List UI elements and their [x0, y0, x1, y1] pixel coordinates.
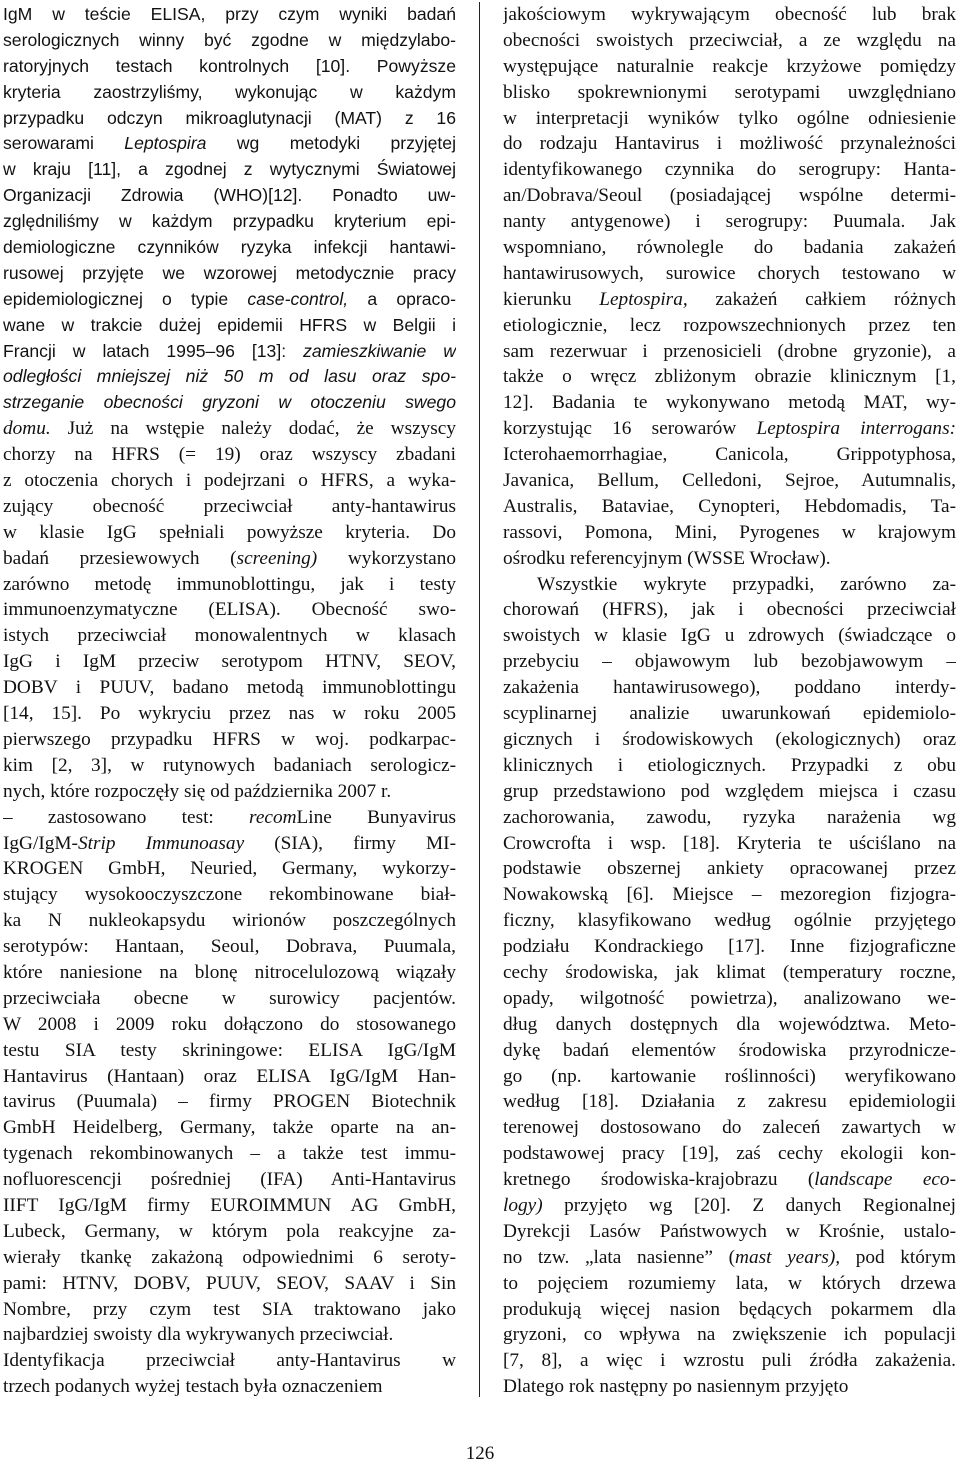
right_column-line: hantawirusowych, surowice chorych testowano w	[503, 262, 956, 284]
left_column-line: stujący wysokooczyszczone rekombinowane biał-	[3, 884, 456, 906]
right_column-line: jakościowym wykrywającym obecność lub brak	[503, 4, 956, 25]
right_column-line: Dyrekcji Lasów Państwowych w Krośnie, ustalo-	[503, 1220, 956, 1242]
right_column-line: go (np. kartowanie roślinności) weryfikowano	[503, 1065, 956, 1087]
right_column-line: opady, wilgotność powietrza), analizowano we-	[503, 987, 956, 1009]
left_column-line: które naniesione na blonę nitrocelulozową wiązały	[3, 961, 456, 983]
right_column-line: to pojęciem rozumiemy lata, w których drzewa	[503, 1272, 956, 1294]
left_column-line: serowarami Leptospira wg metodyki przyjętej	[3, 133, 456, 154]
italic-term: zamieszkiwanie w	[303, 340, 456, 361]
right_column-line: 12]. Badania te wykonywano metodą MAT, wy-	[503, 392, 956, 414]
left_column-line: serologicznych winny być zgodne w międzylabo-	[3, 29, 456, 50]
left-text-column	[3, 2, 456, 1400]
column-divider	[479, 2, 480, 1397]
right_column-line: wspomniano, równolegle do badania zakażeń	[503, 237, 956, 259]
right_column-line: etiologicznie, lecz rozpowszechnionych przez ten	[503, 314, 956, 336]
left_column-line: chorzy na HFRS (= 19) oraz wszyscy zbadani	[3, 444, 456, 466]
italic-term: mast years),	[735, 1246, 841, 1268]
left_column-line: KROGEN GmbH, Neuried, Germany, wykorzy-	[3, 858, 456, 880]
right_column-line: także o wręcz zbliżonym obrazie klinicznym [1,	[503, 366, 956, 388]
left_column-line: nofluorescencji pośredniej (IFA) Anti-Hantavirus	[3, 1169, 456, 1191]
right_column-line: kretnego środowiska-krajobrazu (landscape eco-	[503, 1169, 956, 1191]
left_column-line: wierały tkankę zakażoną odpowiednimi 6 seroty-	[3, 1246, 456, 1268]
right_column-line: logy) przyjęto wg [20]. Z danych Regionalnej	[503, 1194, 956, 1216]
right_column-line: zakażenia hantawirusowego), poddano interdy-	[503, 677, 956, 699]
right_column-line: terenowej dostosowano do zaleceń zawartych w	[503, 1117, 956, 1139]
right_column-line: do rodzaju Hantavirus i możliwość przynależności	[503, 133, 956, 155]
left_column-line: zględniliśmy w każdym przypadku kryterium epi-	[3, 211, 456, 232]
italic-term: landscape eco-	[814, 1169, 956, 1191]
right_column-line: produkują więcej nasion będących pokarmem dla	[503, 1298, 956, 1320]
left_column-line	[3, 390, 456, 416]
left_column-line: [14, 15]. Po wykryciu przez nas w roku 2005	[3, 703, 456, 725]
left_column-line: immunoenzymatyczne (ELISA). Obecność swo-	[3, 599, 456, 621]
right_column-line: dykę badań elementów środowiska przyrodnicze-	[503, 1039, 956, 1061]
right_column-line: Nowakowską [6]. Miejsce – mezoregion fizjogra-	[503, 884, 956, 906]
italic-term: logy)	[503, 1194, 543, 1216]
left_column-line: przeciwciała obecne w surowicy pacjentów.	[3, 987, 456, 1009]
left_column-line: epidemiologicznej o typie case-control, a opraco-	[3, 288, 456, 309]
left_column-line: kryteria zaostrzyliśmy, wykonując w każdym	[3, 81, 456, 102]
right_column-line: sam rezerwuar i przenosicieli (drobne gryzonie), a	[503, 340, 956, 362]
right-text-column	[503, 2, 956, 1400]
left_column-line: IgG i IgM przeciw serotypom HTNV, SEOV,	[3, 651, 456, 673]
right_column-line: nanty antygenowe) i serogrupy: Puumala. Jak	[503, 211, 956, 233]
right_column-line: no tzw. „lata nasienne” (mast years), pod którym	[503, 1246, 956, 1268]
left_column-line: Nombre, przy czym test SIA traktowano jako	[3, 1298, 456, 1320]
left_column-line: pami: HTNV, DOBV, PUUV, SEOV, SAAV i Sin	[3, 1272, 456, 1294]
left_column-line: trzech podanych wyżej testach była oznaczeniem	[3, 1376, 383, 1398]
left_column-line: przypadku odczyn mikroaglutynacji (MAT) z 16	[3, 107, 456, 128]
right_column-line: przebyciu – objawowym lub bezobjawowym –	[503, 651, 956, 673]
right_column-line: Icterohaemorrhagiae, Canicola, Grippotyphosa,	[503, 444, 956, 466]
left_column-line: Lubeck, Germany, w którym pola reakcyjne za-	[3, 1220, 456, 1242]
left_column-line: ka N nukleokapsydu wirionów poszczególnych	[3, 910, 456, 932]
left_column-line: DOBV i PUUV, badano metodą immunoblottingu	[3, 677, 456, 699]
left_column-line: rusowej przyjęte we wzorowej metodycznie pracy	[3, 262, 456, 283]
left_column-line: Francji w latach 1995–96 [13]: zamieszkiwanie w	[3, 340, 456, 361]
right_column-line: Dlatego rok następny po nasiennym przyjęto	[503, 1376, 849, 1398]
right_column-line: [7, 8], a więc i wzrostu puli źródła zakażenia.	[503, 1350, 956, 1372]
left_column-line: Hantavirus (Hantaan) oraz ELISA IgG/IgM Han-	[3, 1065, 456, 1087]
italic-term: Strip Immunoasay	[77, 832, 245, 854]
right_column-line: podstawie obszernej ankiety opracowanej przez	[503, 858, 956, 880]
left_column-line	[3, 364, 456, 390]
right_column-line: kierunku Leptospira, zakażeń całkiem różnych	[503, 288, 956, 310]
right_column-line: występujące naturalnie reakcje krzyżowe pomiędzy	[503, 55, 956, 77]
right_column-line: obecności swoistych przeciwciał, a ze względu na	[503, 29, 956, 51]
right_column-line: gryzoni, co wpływa na zwiększenie ich populacji	[503, 1324, 956, 1346]
italic-term: case-control,	[247, 288, 349, 309]
right_column-line: zachorowania, zawodu, ryzyka narażenia wg	[503, 806, 956, 828]
right_column-line: grup przedstawiono pod względem miejsca i czasu	[503, 780, 956, 802]
right_column-line: Crowcrofta i wsp. [18]. Kryteria te uściślano na	[503, 832, 956, 854]
italic-term: Leptospira interrogans:	[756, 418, 956, 440]
left_column-line: tygenach rekombinowanych – a także test immu-	[3, 1143, 456, 1165]
right_column-line: podstawowej pracy [19], zaś cechy ekologii kon-	[503, 1143, 956, 1165]
left_column-line: z otoczenia chorych i podejrzani o HFRS, a wyka-	[3, 470, 456, 492]
italic-term: domu.	[3, 418, 51, 440]
left_column-line: Organizacji Zdrowia (WHO)[12]. Ponadto uw-	[3, 185, 456, 206]
left_column-line: zarówno metodę immunoblottingu, jak i testy	[3, 573, 456, 595]
page-number: 126	[465, 1443, 495, 1464]
right_column-line: identyfikowanego czynnika do serogrupy: Hanta-	[503, 159, 956, 181]
left_column-line: nych, które rozpoczęły się od października 2007 r.	[3, 780, 392, 802]
left_column-line: w klasie IgG spełniali powyższe kryteria. Do	[3, 521, 456, 543]
left_column-line: GmbH Heidelberg, Germany, także oparte na an-	[3, 1117, 456, 1139]
right_column-line: an/Dobrava/Seoul (posiadającej wspólne determi-	[503, 185, 956, 207]
left_column-line: serotypów: Hantaan, Seoul, Dobrava, Puumala,	[3, 936, 456, 958]
left_column-line: w kraju [11], a zgodnej z wytycznymi Światowej	[3, 159, 456, 180]
left_column-line: testu SIA testy skriningowe: ELISA IgG/IgM	[3, 1039, 456, 1061]
left_column-line: – zastosowano test: recomLine Bunyavirus	[3, 806, 456, 828]
italic-term: screening)	[236, 547, 318, 569]
left_column-line: Identyfikacja przeciwciał anty-Hantavirus w	[3, 1350, 456, 1372]
right_column-line: Australis, Bataviae, Cynopteri, Hebdomadis, Ta-	[503, 495, 956, 517]
right_column-line: według [18]. Działania z zakresu epidemiologii	[503, 1091, 956, 1113]
left_column-line: badań przesiewowych (screening) wykorzystano	[3, 547, 456, 569]
left_column-line: IIFT IgG/IgM firmy EUROIMMUN AG GmbH,	[3, 1194, 456, 1216]
left_column-line: tavirus (Puumala) – firmy PROGEN Biotechnik	[3, 1091, 456, 1113]
italic-term: odległości mniejszej niż 50 m od lasu oraz spo-	[3, 366, 456, 387]
right_column-line: korzystując 16 serowarów Leptospira interrogans:	[503, 418, 956, 440]
right_column-line: blisko spokrewnionymi serotypami uwzględniano	[503, 81, 956, 103]
left_column-line: IgM w teście ELISA, przy czym wyniki badań	[3, 4, 456, 24]
right_column-line: gicznych i środowiskowych (ekologicznych) oraz	[503, 728, 956, 750]
right_column-line: ośrodku referencyjnym (WSSE Wrocław).	[503, 547, 831, 569]
left_column-line: IgG/IgM-Strip Immunoasay (SIA), firmy MI-	[3, 832, 456, 854]
italic-term: strzeganie obecności gryzoni w otoczeniu swego	[3, 392, 456, 413]
right_column-line: Javanica, Bellum, Celledoni, Sejroe, Autumnalis,	[503, 470, 956, 492]
right_column-line: cechy środowiska, jak klimat (temperatury roczne,	[503, 961, 956, 983]
right_column-line: ficzny, klasyfikowano według ogólnie przyjętego	[503, 910, 956, 932]
right_column-line: dług danych dostępnych dla województwa. Meto-	[503, 1013, 956, 1035]
right_column-line: chorowań (HFRS), jak i obecności przeciwciał	[503, 599, 956, 621]
right_column-line: podziału Kondrackiego [17]. Inne fizjograficzne	[503, 936, 956, 958]
italic-term: recom	[249, 806, 297, 828]
left_column-line: istych przeciwciał monowalentnych w klasach	[3, 625, 456, 647]
left_column-line: W 2008 i 2009 roku dołączono do stosowanego	[3, 1013, 456, 1035]
left_column-line: wane w trakcie dużej epidemii HFRS w Belgii i	[3, 314, 456, 335]
left_column-line: kim [2, 3], w rutynowych badaniach serologicz-	[3, 754, 456, 776]
italic-term: Leptospira	[124, 133, 207, 154]
right_column-line: swoistych w klasie IgG u zdrowych (świadczące o	[503, 625, 956, 647]
left_column-line: najbardziej swoisty dla wykrywanych przeciwciał.	[3, 1324, 394, 1346]
right_column-line: klinicznych i etiologicznych. Przypadki z obu	[503, 754, 956, 776]
left_column-line: demiologiczne czynników ryzyka infekcji hantawi-	[3, 237, 456, 258]
left_column-line: domu. Już na wstępie należy dodać, że wszyscy	[3, 418, 456, 440]
right_column-line: w interpretacji wyników tylko ogólne odniesienie	[503, 107, 956, 129]
right_column-line: Wszystkie wykryte przypadki, zarówno za-	[537, 573, 956, 595]
right_column-line: rassovi, Pomona, Mini, Pyrogenes w krajowym	[503, 521, 956, 543]
left_column-line: ratoryjnych testach kontrolnych [10]. Powyższe	[3, 55, 456, 76]
left_column-line: zujący obecność przeciwciał anty-hantawirus	[3, 495, 456, 517]
right_column-line: scyplinarnej analizie uwarunkowań epidemiolo-	[503, 703, 956, 725]
left_column-line: pierwszego przypadku HFRS w woj. podkarpac-	[3, 728, 456, 750]
italic-term: Leptospira,	[599, 288, 688, 310]
